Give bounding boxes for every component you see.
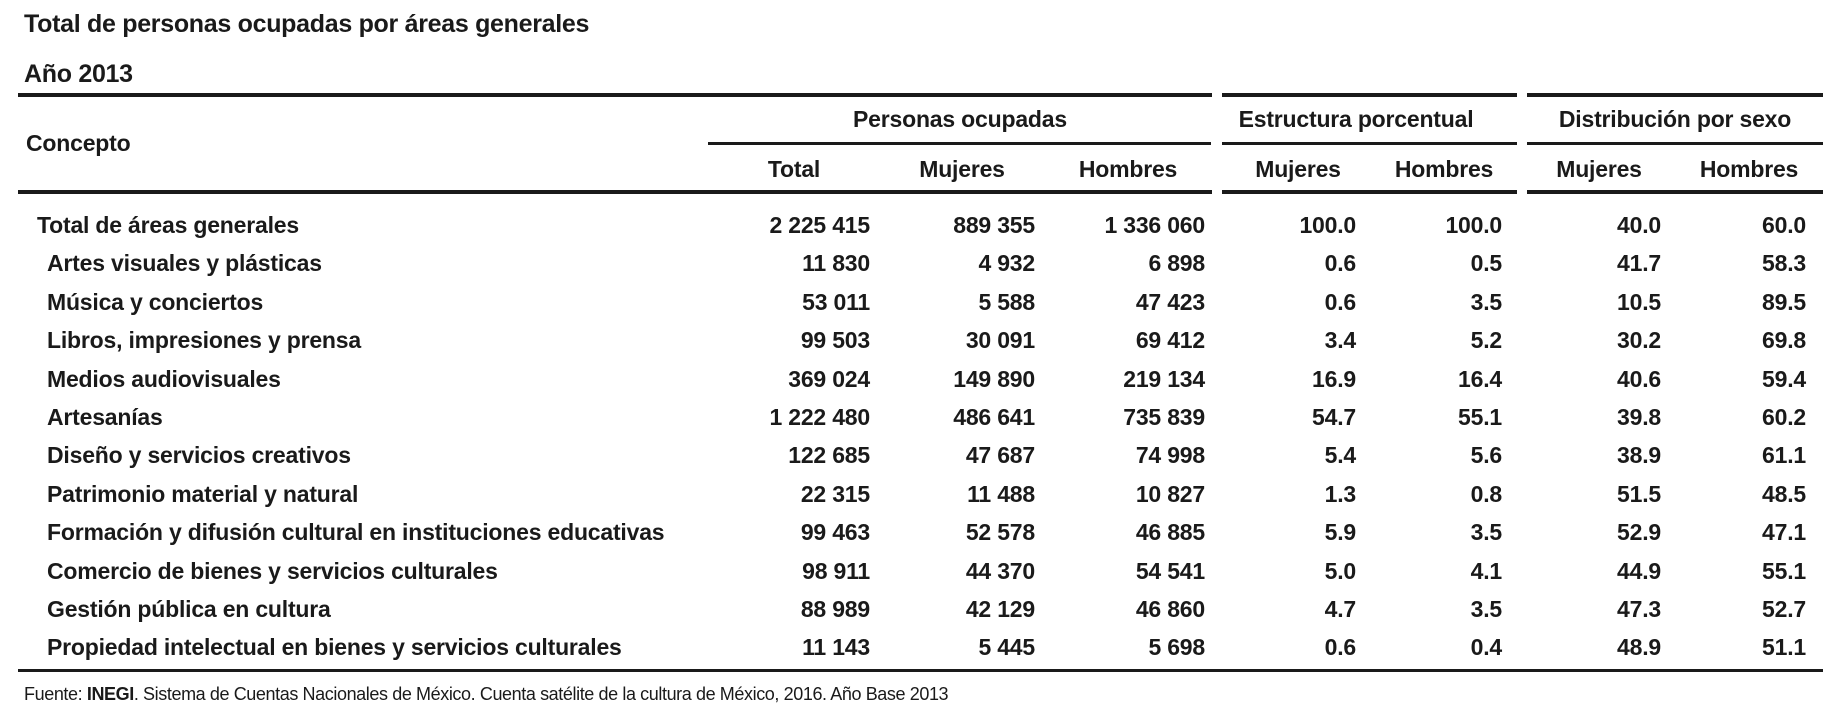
cell-dist-h: 59.4 (1762, 365, 1806, 392)
cell-dist-m: 30.2 (1617, 327, 1661, 354)
cell-hombres: 1 336 060 (1104, 212, 1205, 238)
cell-hombres: 47 423 (1135, 288, 1205, 315)
header-group-distribucion: Distribución por sexo (1558, 106, 1792, 132)
header-group-personas: Personas ocupadas (853, 106, 1067, 132)
row-label: Música y conciertos (47, 288, 264, 315)
cell-mujeres: 42 129 (965, 596, 1035, 622)
cell-total: 53 011 (802, 288, 870, 315)
cell-est-h: 0.4 (1470, 634, 1502, 661)
cell-est-h: 3.5 (1470, 288, 1502, 315)
header-col-hombres: Hombres (1078, 156, 1178, 182)
cell-total: 1 222 480 (769, 404, 870, 430)
cell-hombres: 10 827 (1135, 480, 1205, 507)
header-bottom-rule-estructura (1222, 190, 1517, 194)
cell-total: 11 830 (802, 250, 870, 277)
cell-dist-m: 10.5 (1617, 288, 1661, 315)
cell-dist-h: 61.1 (1762, 442, 1806, 469)
cell-est-m: 0.6 (1324, 250, 1356, 277)
row-label: Total de áreas generales (37, 212, 299, 238)
cell-mujeres: 44 370 (965, 557, 1035, 584)
page-title: Total de personas ocupadas por áreas generales (24, 10, 590, 38)
table-row (0, 596, 1838, 634)
source-note (24, 684, 948, 705)
cell-dist-m: 39.8 (1617, 404, 1661, 430)
cell-total: 99 503 (800, 327, 870, 354)
header-col-est-hombres: Hombres (1394, 156, 1494, 182)
table-row (0, 634, 1838, 672)
table-row (0, 327, 1838, 365)
cell-total: 88 989 (800, 596, 870, 622)
cell-hombres: 46 860 (1135, 596, 1205, 622)
cell-est-m: 5.4 (1324, 442, 1356, 469)
cell-mujeres: 11 488 (967, 480, 1035, 507)
cell-hombres: 54 541 (1135, 557, 1205, 584)
cell-mujeres: 5 445 (978, 634, 1035, 661)
cell-mujeres: 4 932 (978, 250, 1035, 277)
cell-mujeres: 52 578 (965, 519, 1035, 546)
cell-total: 11 143 (802, 634, 870, 661)
cell-dist-m: 40.6 (1617, 365, 1661, 392)
cell-hombres: 69 412 (1135, 327, 1205, 354)
cell-est-h: 100.0 (1445, 212, 1502, 238)
cell-mujeres: 30 091 (965, 327, 1035, 354)
cell-est-h: 0.5 (1470, 250, 1502, 277)
row-label: Diseño y servicios creativos (47, 442, 351, 469)
header-col-dist-mujeres: Mujeres (1556, 156, 1642, 182)
row-label: Artes visuales y plásticas (47, 250, 322, 277)
cell-mujeres: 486 641 (953, 404, 1035, 430)
header-bottom-rule-main (18, 190, 1212, 194)
row-label: Formación y difusión cultural en instituciones educativas (47, 519, 665, 546)
top-rule-estructura (1222, 93, 1517, 97)
cell-est-m: 16.9 (1312, 365, 1356, 392)
table-row (0, 558, 1838, 596)
cell-est-m: 5.9 (1324, 519, 1356, 546)
table-row (0, 289, 1838, 327)
cell-total: 99 463 (800, 519, 870, 546)
cell-mujeres: 47 687 (965, 442, 1035, 469)
cell-est-h: 3.5 (1470, 519, 1502, 546)
cell-est-m: 100.0 (1299, 212, 1356, 238)
row-label: Artesanías (47, 404, 163, 430)
cell-est-h: 16.4 (1458, 365, 1502, 392)
table-row (0, 250, 1838, 288)
cell-hombres: 6 898 (1148, 250, 1205, 277)
cell-est-m: 4.7 (1324, 596, 1356, 622)
group-rule-estructura (1222, 142, 1517, 145)
cell-hombres: 5 698 (1148, 634, 1205, 661)
cell-total: 122 685 (788, 442, 870, 469)
table-bottom-rule (18, 669, 1823, 672)
cell-est-h: 3.5 (1470, 596, 1502, 622)
cell-dist-h: 55.1 (1762, 557, 1806, 584)
cell-est-h: 0.8 (1470, 480, 1502, 507)
row-label: Patrimonio material y natural (47, 480, 359, 507)
table-row (0, 366, 1838, 404)
row-label: Medios audiovisuales (47, 365, 281, 392)
cell-dist-h: 52.7 (1762, 596, 1806, 622)
row-label: Gestión pública en cultura (47, 596, 331, 622)
cell-mujeres: 5 588 (978, 288, 1035, 315)
cell-dist-h: 51.1 (1762, 634, 1806, 661)
cell-est-h: 5.2 (1470, 327, 1502, 354)
cell-est-h: 4.1 (1470, 557, 1502, 584)
top-rule-main (18, 93, 1212, 97)
header-col-est-mujeres: Mujeres (1255, 156, 1341, 182)
header-col-mujeres: Mujeres (919, 156, 1005, 182)
top-rule-distribucion (1527, 93, 1823, 97)
cell-total: 22 315 (800, 480, 870, 507)
cell-dist-m: 51.5 (1617, 480, 1661, 507)
cell-hombres: 46 885 (1135, 519, 1205, 546)
cell-est-m: 0.6 (1324, 288, 1356, 315)
page-subtitle-year: Año 2013 (24, 60, 133, 88)
cell-est-m: 0.6 (1324, 634, 1356, 661)
header-concepto: Concepto (26, 130, 131, 156)
cell-hombres: 74 998 (1135, 442, 1205, 469)
cell-dist-h: 48.5 (1762, 480, 1806, 507)
source-text: . Sistema de Cuentas Nacionales de México. Cuenta satélite de la cultura de México, 2016. Año Base 2013 (133, 684, 949, 704)
row-label: Comercio de bienes y servicios culturales (47, 557, 498, 584)
cell-est-m: 3.4 (1324, 327, 1356, 354)
cell-dist-h: 60.2 (1762, 404, 1806, 430)
table-row (0, 481, 1838, 519)
table-row (0, 442, 1838, 480)
cell-hombres: 735 839 (1123, 404, 1205, 430)
cell-est-h: 5.6 (1470, 442, 1502, 469)
cell-dist-h: 47.1 (1762, 519, 1806, 546)
table-row (0, 404, 1838, 442)
row-label: Propiedad intelectual en bienes y servicios culturales (47, 634, 622, 661)
cell-est-h: 55.1 (1458, 404, 1502, 430)
cell-dist-h: 60.0 (1762, 212, 1806, 238)
cell-est-m: 54.7 (1312, 404, 1356, 430)
header-col-total: Total (767, 156, 821, 182)
group-rule-distribucion (1527, 142, 1823, 145)
cell-total: 2 225 415 (769, 212, 870, 238)
header-col-dist-hombres: Hombres (1699, 156, 1799, 182)
cell-dist-m: 48.9 (1617, 634, 1661, 661)
cell-dist-h: 58.3 (1762, 250, 1806, 277)
table-row (0, 519, 1838, 557)
cell-est-m: 5.0 (1324, 557, 1356, 584)
cell-est-m: 1.3 (1324, 480, 1356, 507)
group-rule-personas (708, 142, 1211, 145)
cell-dist-h: 89.5 (1762, 288, 1806, 315)
row-label: Libros, impresiones y prensa (47, 327, 361, 354)
source-org: INEGI (86, 684, 134, 704)
header-bottom-rule-distribucion (1527, 190, 1823, 194)
cell-dist-m: 52.9 (1617, 519, 1661, 546)
table-row (0, 212, 1838, 250)
source-prefix: Fuente: (24, 684, 87, 704)
cell-dist-m: 47.3 (1617, 596, 1661, 622)
cell-total: 369 024 (788, 365, 870, 392)
cell-hombres: 219 134 (1123, 365, 1205, 392)
cell-dist-m: 40.0 (1617, 212, 1661, 238)
cell-dist-h: 69.8 (1762, 327, 1806, 354)
cell-mujeres: 149 890 (953, 365, 1035, 392)
cell-dist-m: 38.9 (1617, 442, 1661, 469)
cell-dist-m: 41.7 (1617, 250, 1661, 277)
cell-total: 98 911 (802, 557, 870, 584)
cell-mujeres: 889 355 (953, 212, 1035, 238)
cell-dist-m: 44.9 (1617, 557, 1661, 584)
header-group-estructura: Estructura porcentual (1238, 106, 1474, 132)
